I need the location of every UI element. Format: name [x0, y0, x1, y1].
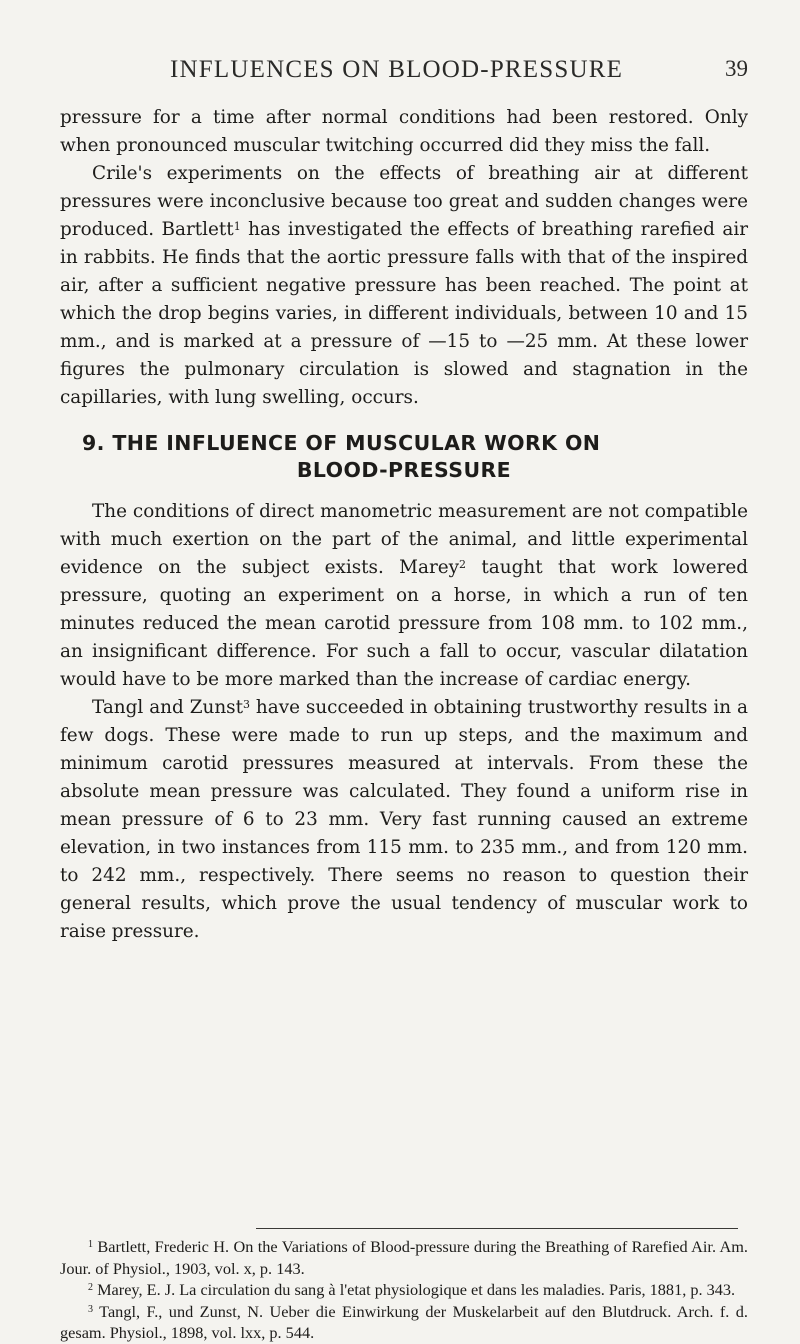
running-title: INFLUENCES ON BLOOD-PRESSURE	[170, 56, 624, 83]
footnote-marker: 2	[88, 1282, 93, 1293]
section-heading-line2: BLOOD-PRESSURE	[296, 458, 512, 482]
running-header	[60, 56, 748, 86]
paragraph-text: has investigated the effects of breathing rarefied air in rabbits. He finds that the aortic pressure falls with that of the inspired air, after a sufficient negative pressure has been reached. The point at which the drop begins varies, in different individuals, between 10 and 15 mm., and is marked at a pressure of —15 to —25 mm. At these lower figures the pulmonary circulation is slowed and stagnation in the capillaries, with lung swelling, occurs.	[60, 219, 748, 408]
paragraph-text: have succeeded in obtaining trustworthy results in a few dogs. These were made to run up steps, and the maximum and minimum carotid pressures measured at intervals. From these the absolute mean pressure was calculated. They found a uniform rise in mean pressure of 6 to 23 mm. Very fast running caused an extreme elevation, in two instances from 115 mm. to 235 mm., and from 120 mm. to 242 mm., respectively. There seems no reason to question their general results, which prove the usual tendency of muscular work to raise pressure.	[60, 697, 748, 942]
paragraph-continued: pressure for a time after normal conditions had been restored. Only when pronounced muscular twitching occurred did they miss the fall.	[60, 107, 748, 156]
footnote-marker: 1	[88, 1239, 93, 1250]
paragraph-text: Tangl and Zunst	[92, 697, 243, 718]
footnote-text: Tangl, F., und Zunst, N. Ueber die Einwirkung der Muskelarbeit auf den Blutdruck. Arch. f. d. gesam. Physiol., 1898, vol. lxx, p. 544.	[60, 1301, 748, 1342]
footnote-ref-2: 2	[459, 558, 467, 571]
footnote-ref-3: 3	[243, 698, 250, 711]
page-number: 39	[725, 56, 748, 81]
footnote-ref-1: 1	[233, 220, 241, 233]
paragraph-tangl	[60, 694, 748, 946]
footnote	[60, 1236, 748, 1279]
paragraph-text: The conditions of direct manometric measurement are not compatible with much exertion on the part of the animal, and little experimental evidence on the subject exists. Marey	[60, 501, 748, 578]
section-heading	[60, 430, 748, 484]
paragraph-crile	[60, 160, 748, 412]
footnote	[60, 1279, 748, 1301]
section-heading-line1: 9. THE INFLUENCE OF MUSCULAR WORK ON	[82, 431, 601, 455]
footnote-text: Bartlett, Frederic H. On the Variations of Blood-pressure during the Breathing of Rarefied Air. Am. Jour. of Physiol., 1903, vol. x, p. 143.	[60, 1237, 748, 1278]
footnote-text: Marey, E. J. La circulation du sang à l'etat physiologique et dans les maladies. Paris, 1881, p. 343.	[93, 1280, 736, 1299]
main-text	[60, 104, 748, 946]
footnote-marker: 3	[88, 1303, 93, 1315]
footnotes	[60, 1236, 748, 1344]
footnote	[60, 1301, 748, 1344]
paragraph-conditions	[60, 498, 748, 694]
footnote-divider	[256, 1228, 738, 1229]
paragraph-text: taught that work lowered pressure, quoting an experiment on a horse, in which a run of ten minutes reduced the mean carotid pressure from 108 mm. to 102 mm., an insignificant difference. For such a fall to occur, vascular dilatation would have to be more marked than the increase of cardiac energy.	[60, 557, 748, 690]
paragraph-text: Crile's experiments on the effects of breathing air at different pressures were inconclusive because too great and sudden changes were produced. Bartlett	[60, 163, 748, 240]
